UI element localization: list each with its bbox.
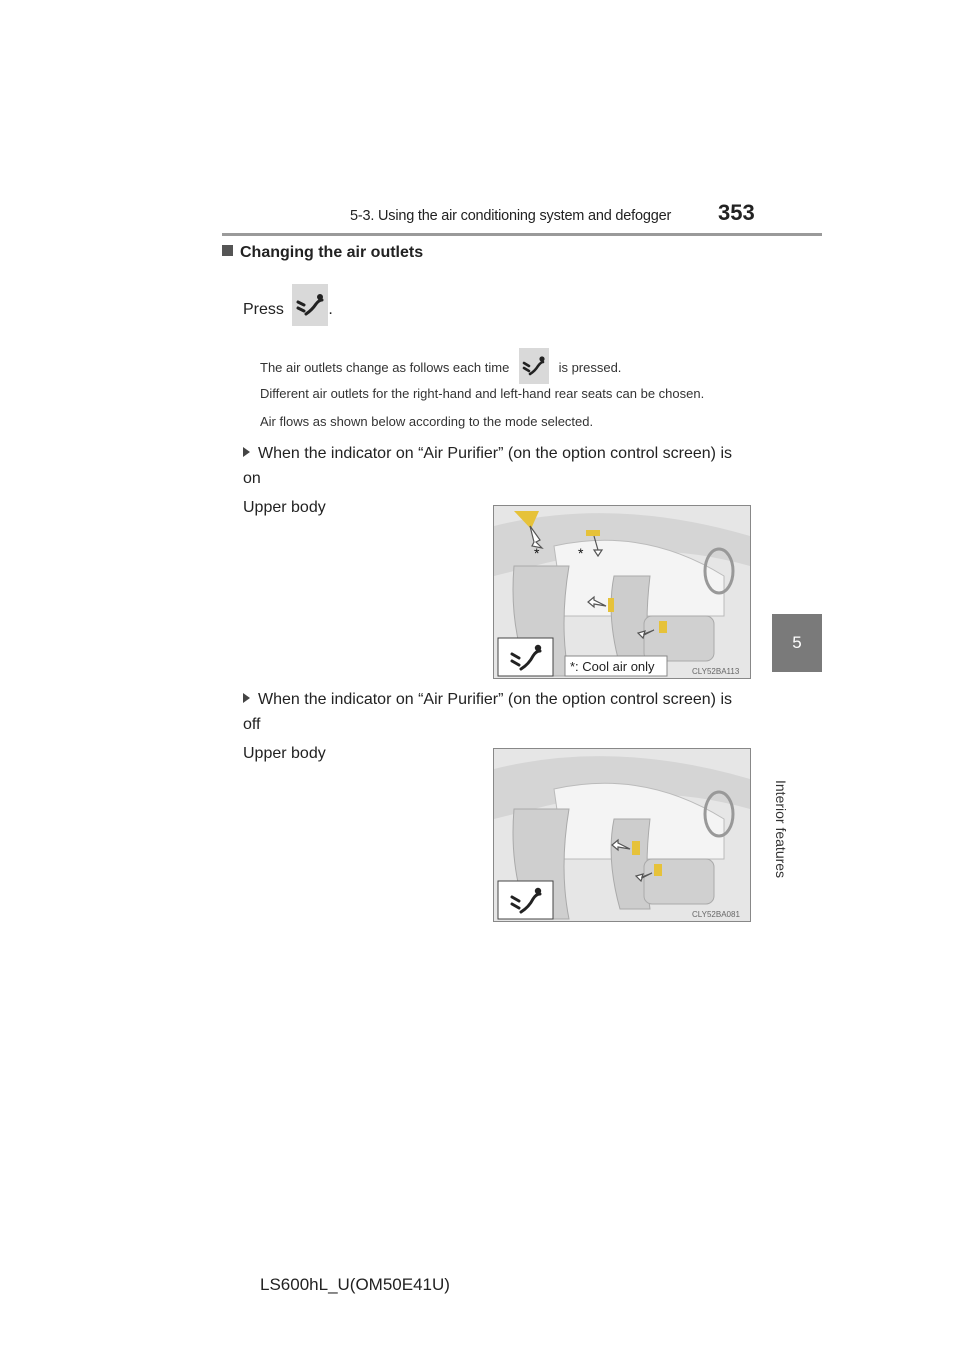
- triangle-bullet-icon: [243, 693, 250, 703]
- note-rear-seats: Different air outlets for the right-hand and left-hand rear seats can be chosen.: [260, 386, 705, 401]
- car-interior-illustration: [494, 749, 750, 921]
- note-modes: Air flows as shown below according to the mode selected.: [260, 414, 594, 429]
- car-interior-illustration: [494, 506, 750, 678]
- illustration-code: CLY52BA081: [692, 910, 740, 919]
- model-code: LS600hL_U(OM50E41U): [260, 1275, 450, 1294]
- page-number: 353: [718, 200, 755, 225]
- section-heading: Changing the air outlets: [222, 244, 423, 262]
- illustration-code: CLY52BA113: [692, 667, 740, 676]
- chapter-number: 5: [792, 633, 802, 652]
- air-outlet-mode-icon: [292, 284, 328, 326]
- airflow-illustration-off: [493, 748, 751, 922]
- triangle-bullet-icon: [243, 447, 250, 457]
- star-marker: *: [578, 545, 584, 561]
- running-header-title: 5-3. Using the air conditioning system and defogger: [350, 208, 672, 224]
- cool-air-note: *: Cool air only: [570, 659, 655, 674]
- star-marker: *: [534, 545, 540, 561]
- mode-label-upper-body: Upper body: [243, 499, 326, 516]
- condition-off: When the indicator on “Air Purifier” (on the option control screen) is off: [243, 691, 732, 733]
- press-instruction: Press .: [243, 284, 333, 324]
- chapter-label: Interior features: [773, 780, 789, 879]
- condition-on: When the indicator on “Air Purifier” (on the option control screen) is on: [243, 445, 732, 487]
- header-rule: [222, 233, 822, 236]
- square-bullet-icon: [222, 245, 233, 256]
- note-change: The air outlets change as follows each time is pressed.: [260, 348, 621, 376]
- mode-label-upper-body: Upper body: [243, 745, 326, 762]
- chapter-tab: [772, 614, 822, 672]
- air-outlet-mode-icon: [519, 348, 549, 384]
- airflow-illustration-on: [493, 505, 751, 679]
